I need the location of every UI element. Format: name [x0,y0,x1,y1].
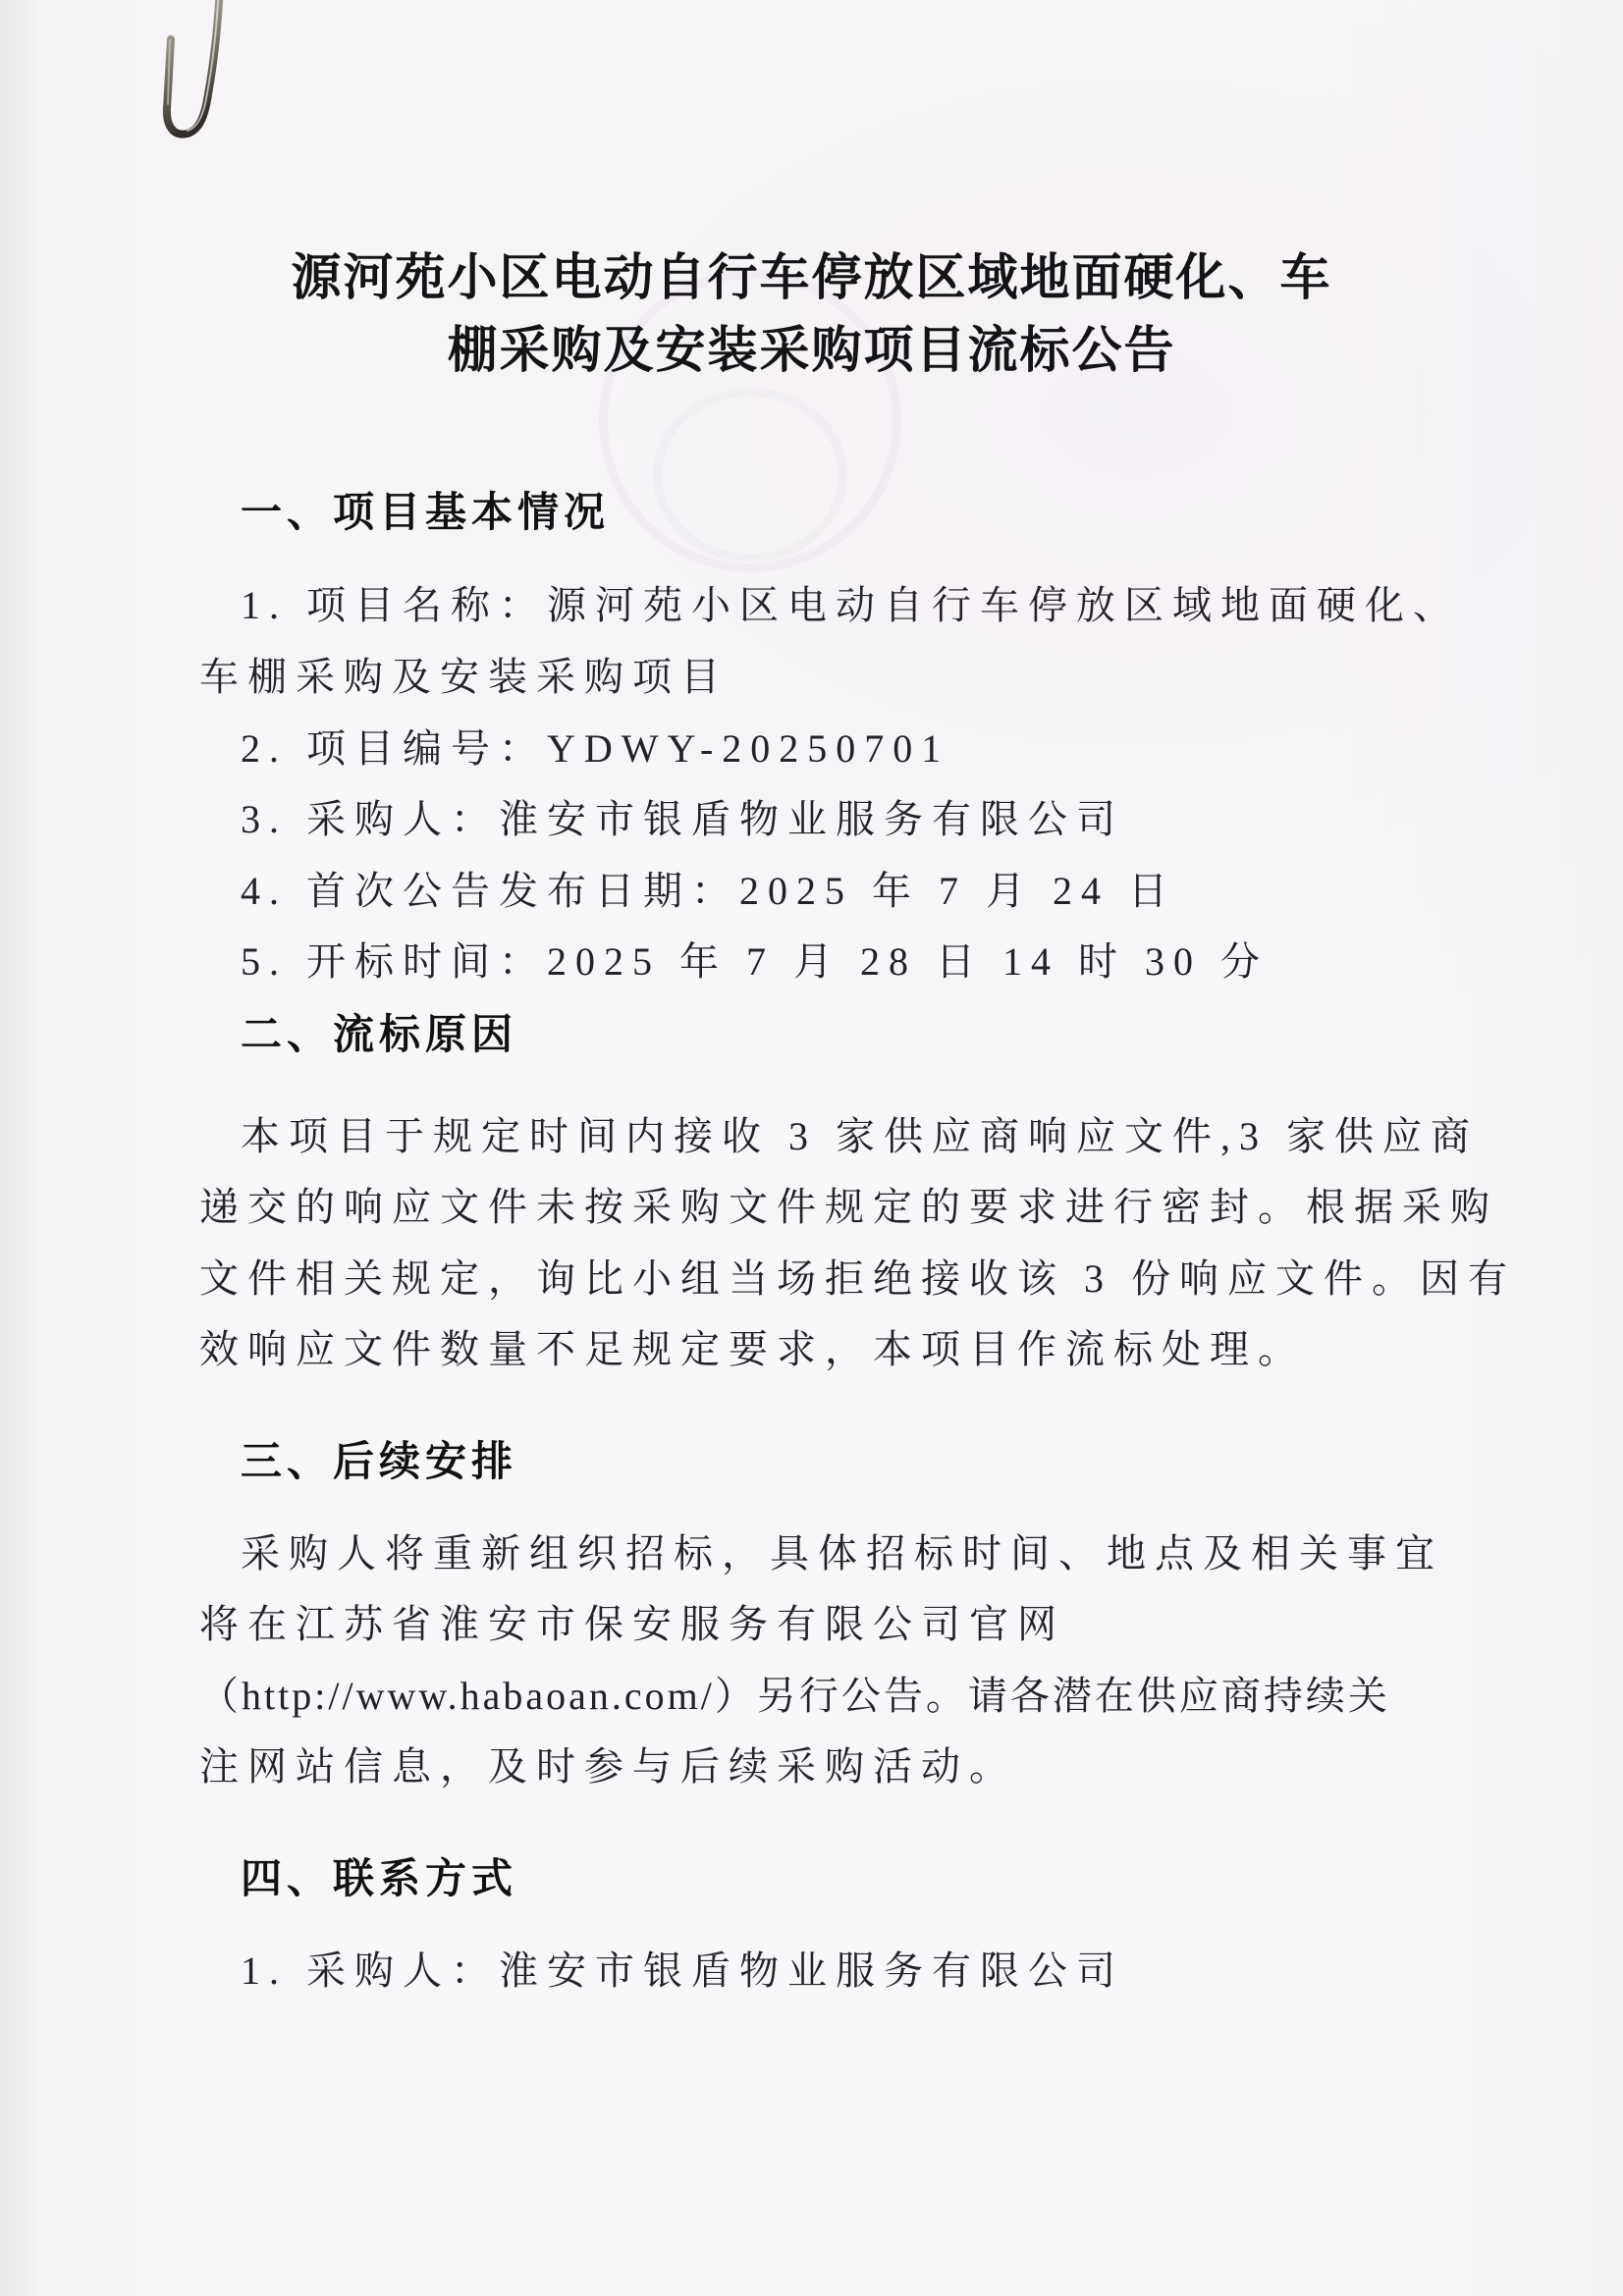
section-heading-3: 三、后续安排 [241,1438,518,1484]
doc-line: 车棚采购及安装采购项目 [199,655,729,699]
doc-line: 1. 项目名称：源河苑小区电动自行车停放区域地面硬化、 [241,583,1461,627]
section-heading-1: 一、项目基本情况 [241,489,611,535]
doc-line: 本项目于规定时间内接收 3 家供应商响应文件,3 家供应商 [241,1114,1479,1158]
doc-line: 递交的响应文件未按采购文件规定的要求进行密封。根据采购 [199,1185,1498,1229]
page-title-line-2: 棚采购及安装采购项目流标公告 [447,322,1176,378]
doc-line: 2. 项目编号：YDWY-20250701 [241,726,950,771]
page-title [0,241,1623,387]
doc-line: 1. 采购人：淮安市银盾物业服务有限公司 [241,1949,1124,1993]
faint-stamp-ghost [653,388,847,562]
doc-line: 3. 采购人：淮安市银盾物业服务有限公司 [241,797,1124,841]
doc-line: 文件相关规定，询比小组当场拒绝接收该 3 份响应文件。因有 [199,1256,1516,1301]
paperclip-icon [145,0,240,167]
doc-line: 注网站信息，及时参与后续采购活动。 [199,1744,1017,1789]
doc-line: 采购人将重新组织招标，具体招标时间、地点及相关事宜 [241,1531,1443,1575]
doc-line: 将在江苏省淮安市保安服务有限公司官网 [199,1602,1065,1646]
page-title-line-1: 源河苑小区电动自行车停放区域地面硬化、车 [291,249,1332,305]
section-heading-4: 四、联系方式 [241,1855,518,1901]
section-heading-2: 二、流标原因 [241,1011,518,1057]
doc-line-url: （http://www.habaoan.com/）另行公告。请各潜在供应商持续关 [199,1674,1390,1718]
doc-line: 效响应文件数量不足规定要求，本项目作流标处理。 [199,1327,1306,1371]
doc-line: 4. 首次公告发布日期：2025 年 7 月 24 日 [241,869,1176,913]
doc-line: 5. 开标时间：2025 年 7 月 28 日 14 时 30 分 [241,939,1269,984]
